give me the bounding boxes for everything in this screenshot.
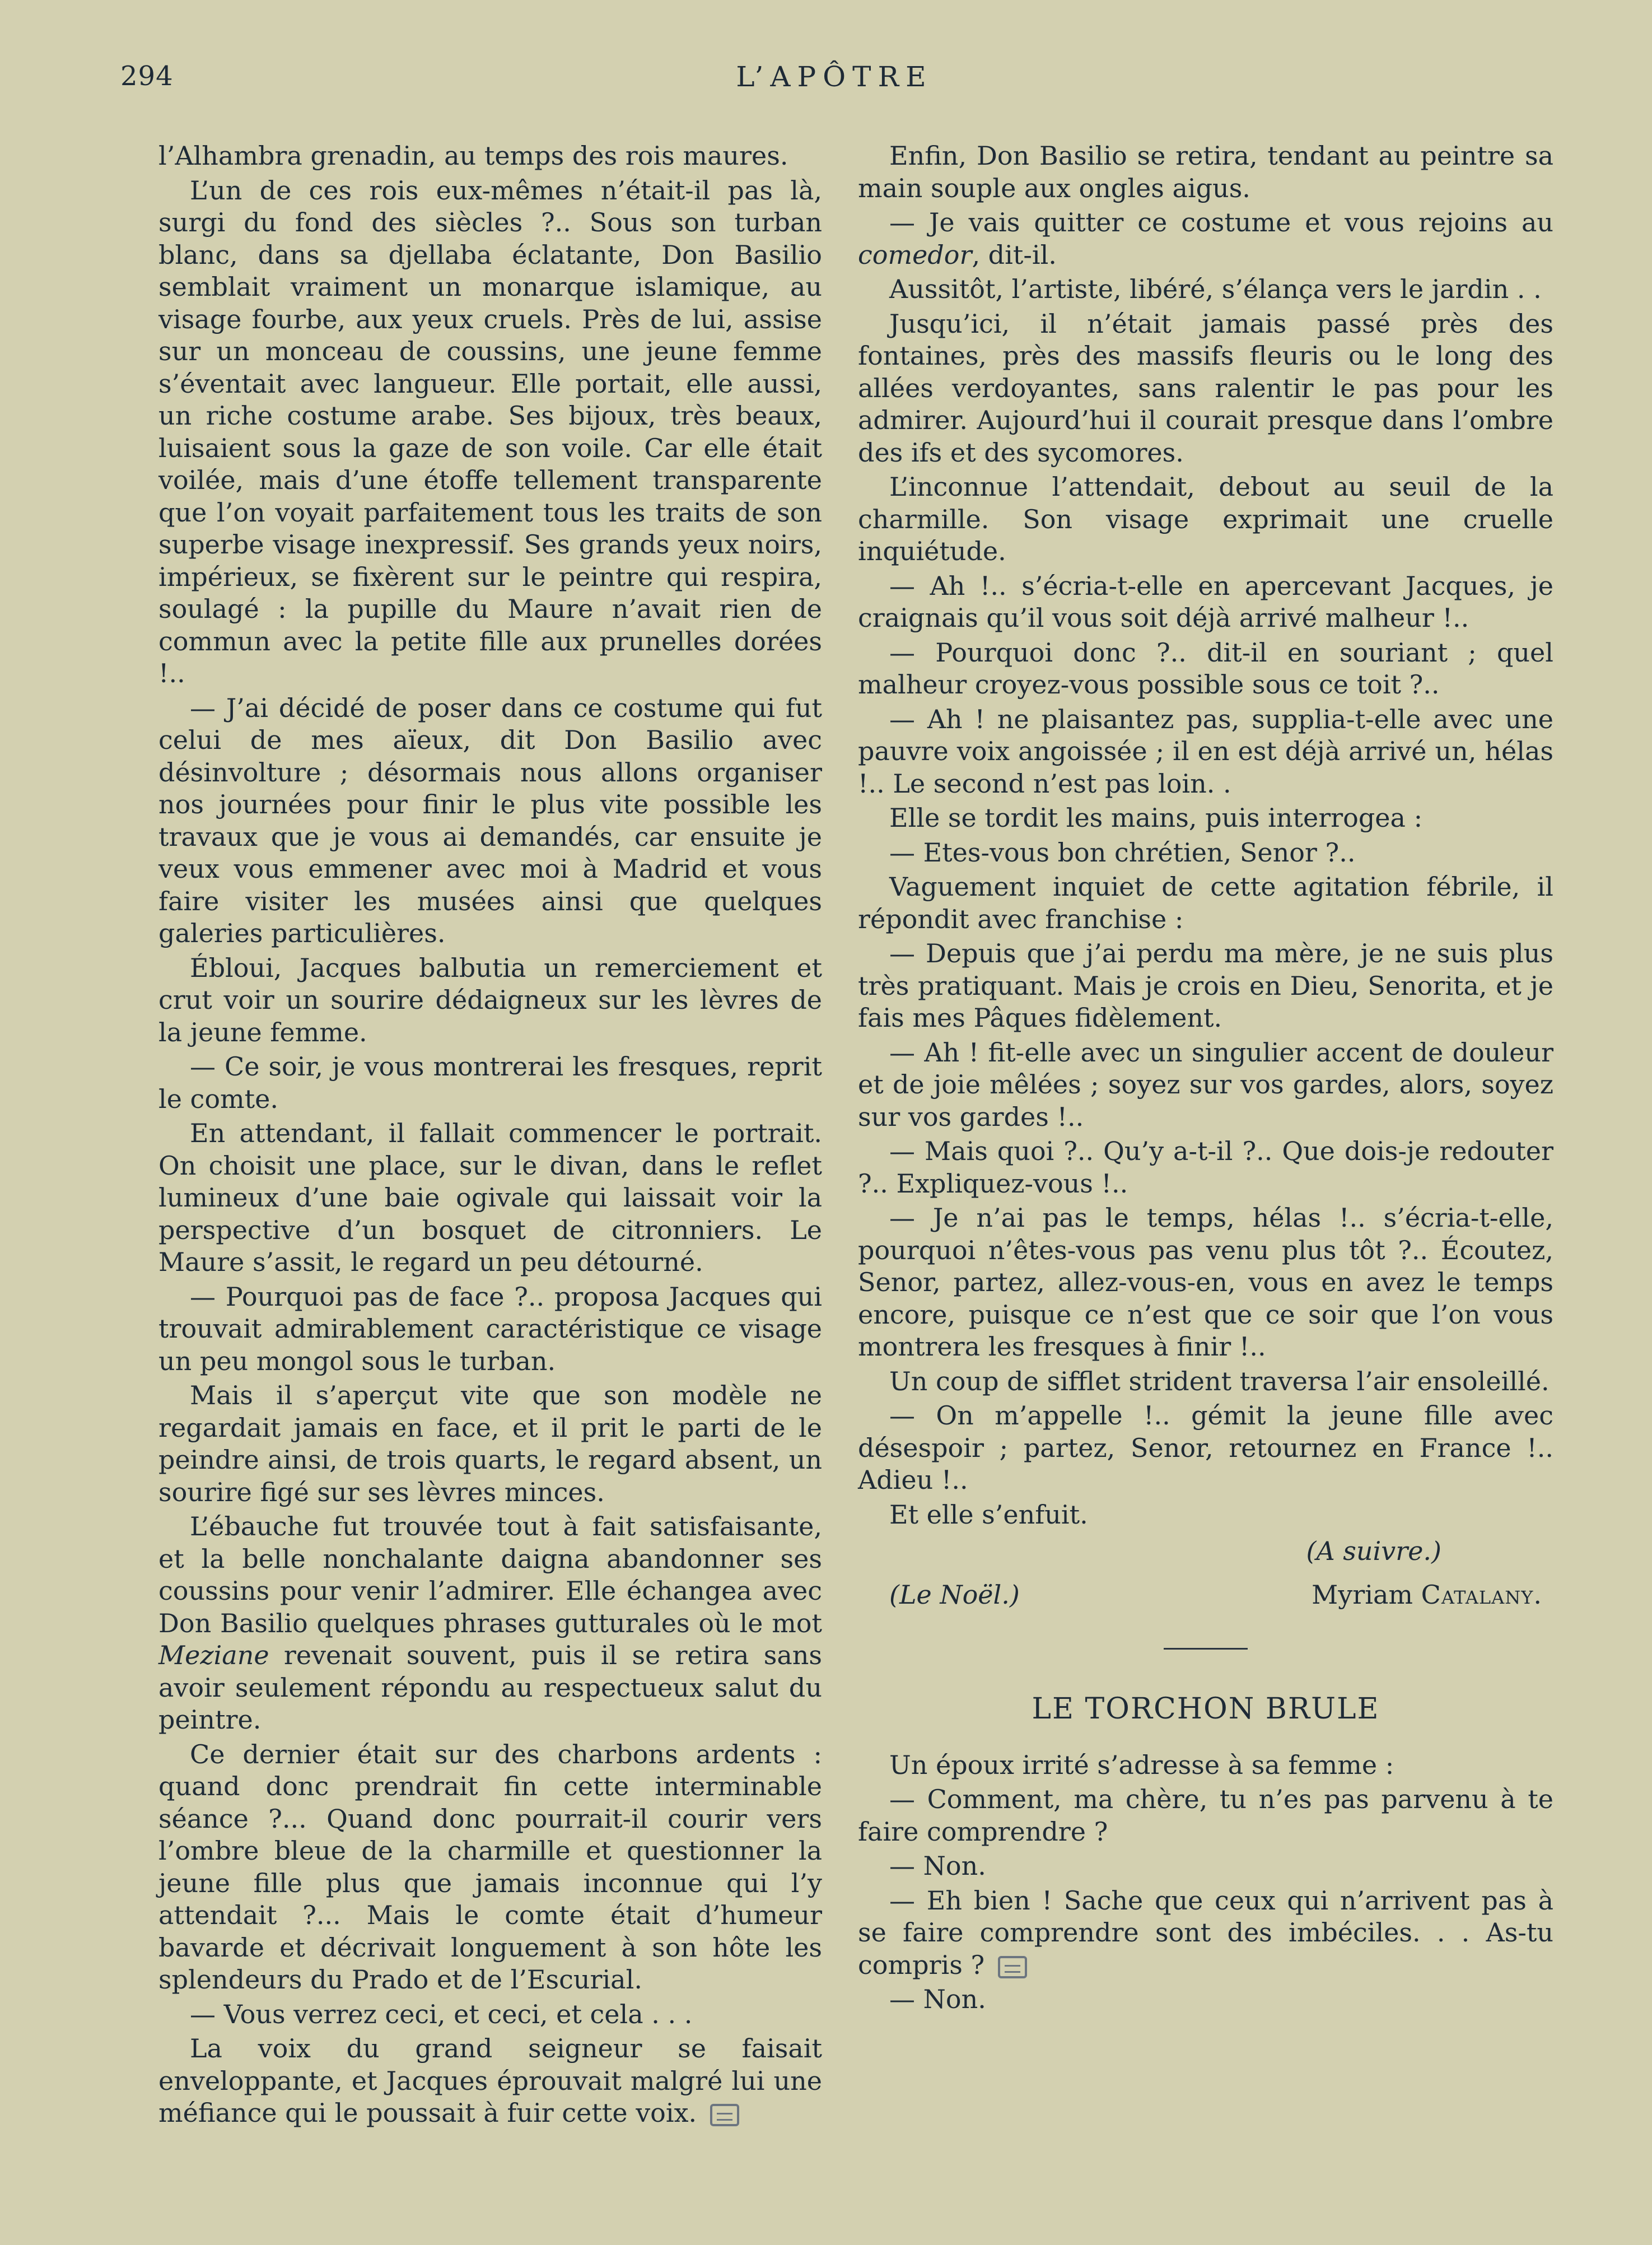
to-be-continued <box>858 1535 1553 1568</box>
page-number: 294 <box>120 60 174 92</box>
paragraph-text: La voix du grand seigneur se faisait enveloppante, et Jacques éprouvait malgré lui une méfiance qui le poussait à fuir cette voix. <box>158 2033 822 2128</box>
paragraph: — Ah ! fit-elle avec un singulier accent de douleur et de joie mêlées ; soyez sur vos gardes, alors, soyez sur vos gardes !.. <box>858 1037 1553 1132</box>
paragraph: Et elle s’enfuit. <box>889 1499 1088 1530</box>
paragraph: Jusqu’ici, il n’était jamais passé près des fontaines, près des massifs fleuris ou le long des allées verdoyantes, sans ralentir le pas pour les admirer. Aujourd’hui il courait presque dans l’ombre des ifs et des sycomores. <box>858 308 1553 468</box>
paragraph: — Ah !.. s’écria-t-elle en apercevant Jacques, je craignais qu’il vous soit déjà arrivé malheur !.. <box>858 570 1553 633</box>
paragraph: l’Alhambra grenadin, au temps des rois maures. <box>158 141 788 171</box>
paragraph: — Pourquoi donc ?.. dit-il en souriant ; quel malheur croyez-vous possible sous ce toit ?.. <box>858 637 1553 700</box>
paragraph: — Non. <box>889 1984 986 2014</box>
signature-line <box>858 1579 1553 1611</box>
paragraph: — Depuis que j’ai perdu ma mère, je ne suis plus très pratiquant. Mais je crois en Dieu, Senorita, et je fais mes Pâques fidèlement. <box>858 938 1553 1033</box>
paragraph: Ébloui, Jacques balbutia un remerciement et crut voir un sourire dédaigneux sur les lèvres de la jeune femme. <box>158 952 822 1047</box>
paragraph <box>858 207 1553 271</box>
paragraph <box>158 1511 822 1736</box>
paragraph-text: , dit-il. <box>972 239 1057 270</box>
running-title: L’APÔTRE <box>736 60 933 93</box>
paragraph-text: — Je vais quitter ce costume et vous rejoins au <box>889 207 1553 237</box>
to-be-continued-text: (A suivre.) <box>1306 1536 1441 1566</box>
author-byline <box>1312 1579 1542 1611</box>
source-credit: (Le Noël.) <box>889 1579 1020 1610</box>
paragraph-text: revenait souvent, puis il se retira sans avoir seulement répondu au respectueux salut du peintre. <box>158 1640 822 1735</box>
continuation-mark-icon <box>710 2104 739 2126</box>
paragraph <box>158 2033 822 2130</box>
paragraph: — Pourquoi pas de face ?.. proposa Jacques qui trouvait admirablement caractéristique ce visage un peu mongol sous le turban. <box>158 1281 822 1376</box>
section-divider <box>1164 1648 1248 1650</box>
paragraph: Aussitôt, l’artiste, libéré, s’élança vers le jardin . . <box>889 274 1542 304</box>
left-column <box>158 140 822 2132</box>
right-column <box>858 140 1553 2018</box>
paragraph-text: — Eh bien ! Sache que ceux qui n’arrivent pas à se faire comprendre sont des imbéciles. . . As-tu compris ? <box>858 1885 1553 1980</box>
paragraph: Mais il s’aperçut vite que son modèle ne regardait jamais en face, et il prit le parti de le peindre ainsi, de trois quarts, le regard absent, un sourire figé sur ses lèvres minces. <box>158 1380 822 1507</box>
paragraph: Enfin, Don Basilio se retira, tendant au peintre sa main souple aux ongles aigus. <box>858 141 1553 203</box>
paragraph: — J’ai décidé de poser dans ce costume qui fut celui de mes aïeux, dit Don Basilio avec désinvolture ; désormais nous allons organiser nos journées pour finir le plus vite possible les travaux que je vous ai demandés, car ensuite je veux vous emmener avec moi à Madrid et vous faire visiter les musées ainsi que quelques galeries particulières. <box>158 692 822 948</box>
paragraph: — Non. <box>889 1851 986 1881</box>
paragraph: — Je n’ai pas le temps, hélas !.. s’écria-t-elle, pourquoi n’êtes-vous pas venu plus tôt ?.. Écoutez, Senor, partez, allez-vous-en, vous en avez le temps encore, puisque ce n’est que ce soir que l’on vous montrera les fresques à finir !.. <box>858 1203 1553 1362</box>
paragraph: — Vous verrez ceci, et ceci, et cela . . . <box>190 1999 693 2029</box>
italic-word: comedor <box>858 239 972 270</box>
paragraph: — Etes-vous bon chrétien, Senor ?.. <box>889 837 1356 868</box>
paragraph: — Ce soir, je vous montrerai les fresques, reprit le comte. <box>158 1051 822 1114</box>
paragraph <box>858 1885 1553 1982</box>
paragraph: Un coup de sifflet strident traversa l’air ensoleillé. <box>889 1366 1550 1396</box>
article-title: LE TORCHON BRULE <box>1032 1692 1380 1726</box>
author-first-name: Myriam <box>1312 1579 1413 1610</box>
paragraph: Ce dernier était sur des charbons ardents : quand donc prendrait fin cette interminable séance ?... Quand donc pourrait-il courir vers l’ombre bleue de la charmille et questionner la jeune fille plus que jamais inconnue qui l’y attendait ?... Mais le comte était d’humeur bavarde et décrivait longuement à son hôte les splendeurs du Prado et de l’Escurial. <box>158 1739 822 1995</box>
paragraph: L’un de ces rois eux-mêmes n’était-il pas là, surgi du fond des siècles ?.. Sous son turban blanc, dans sa djellaba éclatante, Don Basilio semblait vraiment un monarque islamique, au visage fourbe, aux yeux cruels. Près de lui, assise sur un monceau de coussins, une jeune femme s’éventait avec langueur. Elle portait, elle aussi, un riche costume arabe. Ses bijoux, très beaux, luisaient sous la gaze de son voile. Car elle était voilée, mais d’une étoffe tellement transparente que l’on voyait parfaitement tous les traits de son superbe visage inexpressif. Ses grands yeux noirs, impérieux, se fixèrent sur le peintre qui respira, soulagé : la pupille du Maure n’avait rien de commun avec la petite fille aux prunelles dorées !.. <box>158 175 822 688</box>
italic-word: Meziane <box>158 1640 269 1670</box>
paragraph: Vaguement inquiet de cette agitation fébrile, il répondit avec franchise : <box>858 872 1553 934</box>
paragraph: Un époux irrité s’adresse à sa femme : <box>889 1749 1394 1780</box>
paragraph: — On m’appelle !.. gémit la jeune fille avec désespoir ; partez, Senor, retournez en France !.. Adieu !.. <box>858 1400 1553 1495</box>
paragraph: — Mais quoi ?.. Qu’y a-t-il ?.. Que dois-je redouter ?.. Expliquez-vous !.. <box>858 1136 1553 1199</box>
paragraph-text: L’ébauche fut trouvée tout à fait satisfaisante, et la belle nonchalante daigna abandonner ses coussins pour venir l’admirer. Elle échangea avec Don Basilio quelques phrases gutturales où le mot <box>158 1511 822 1638</box>
author-last-name: Catalany. <box>1421 1579 1542 1610</box>
paragraph: L’inconnue l’attendait, debout au seuil de la charmille. Son visage exprimait une cruelle inquiétude. <box>858 472 1553 566</box>
paragraph: En attendant, il fallait commencer le portrait. On choisit une place, sur le divan, dans le reflet lumineux d’une baie ogivale qui laissait voir la perspective d’un bosquet de citronniers. Le Maure s’assit, le regard un peu détourné. <box>158 1118 822 1277</box>
running-head <box>120 60 1548 100</box>
continuation-mark-icon <box>998 1956 1027 1978</box>
paragraph: — Comment, ma chère, tu n’es pas parvenu à te faire comprendre ? <box>858 1784 1553 1847</box>
paragraph: — Ah ! ne plaisantez pas, supplia-t-elle avec une pauvre voix angoissée ; il en est déjà arrivé un, hélas !.. Le second n’est pas loin. . <box>858 704 1553 799</box>
paragraph: Elle se tordit les mains, puis interrogea : <box>889 803 1423 833</box>
